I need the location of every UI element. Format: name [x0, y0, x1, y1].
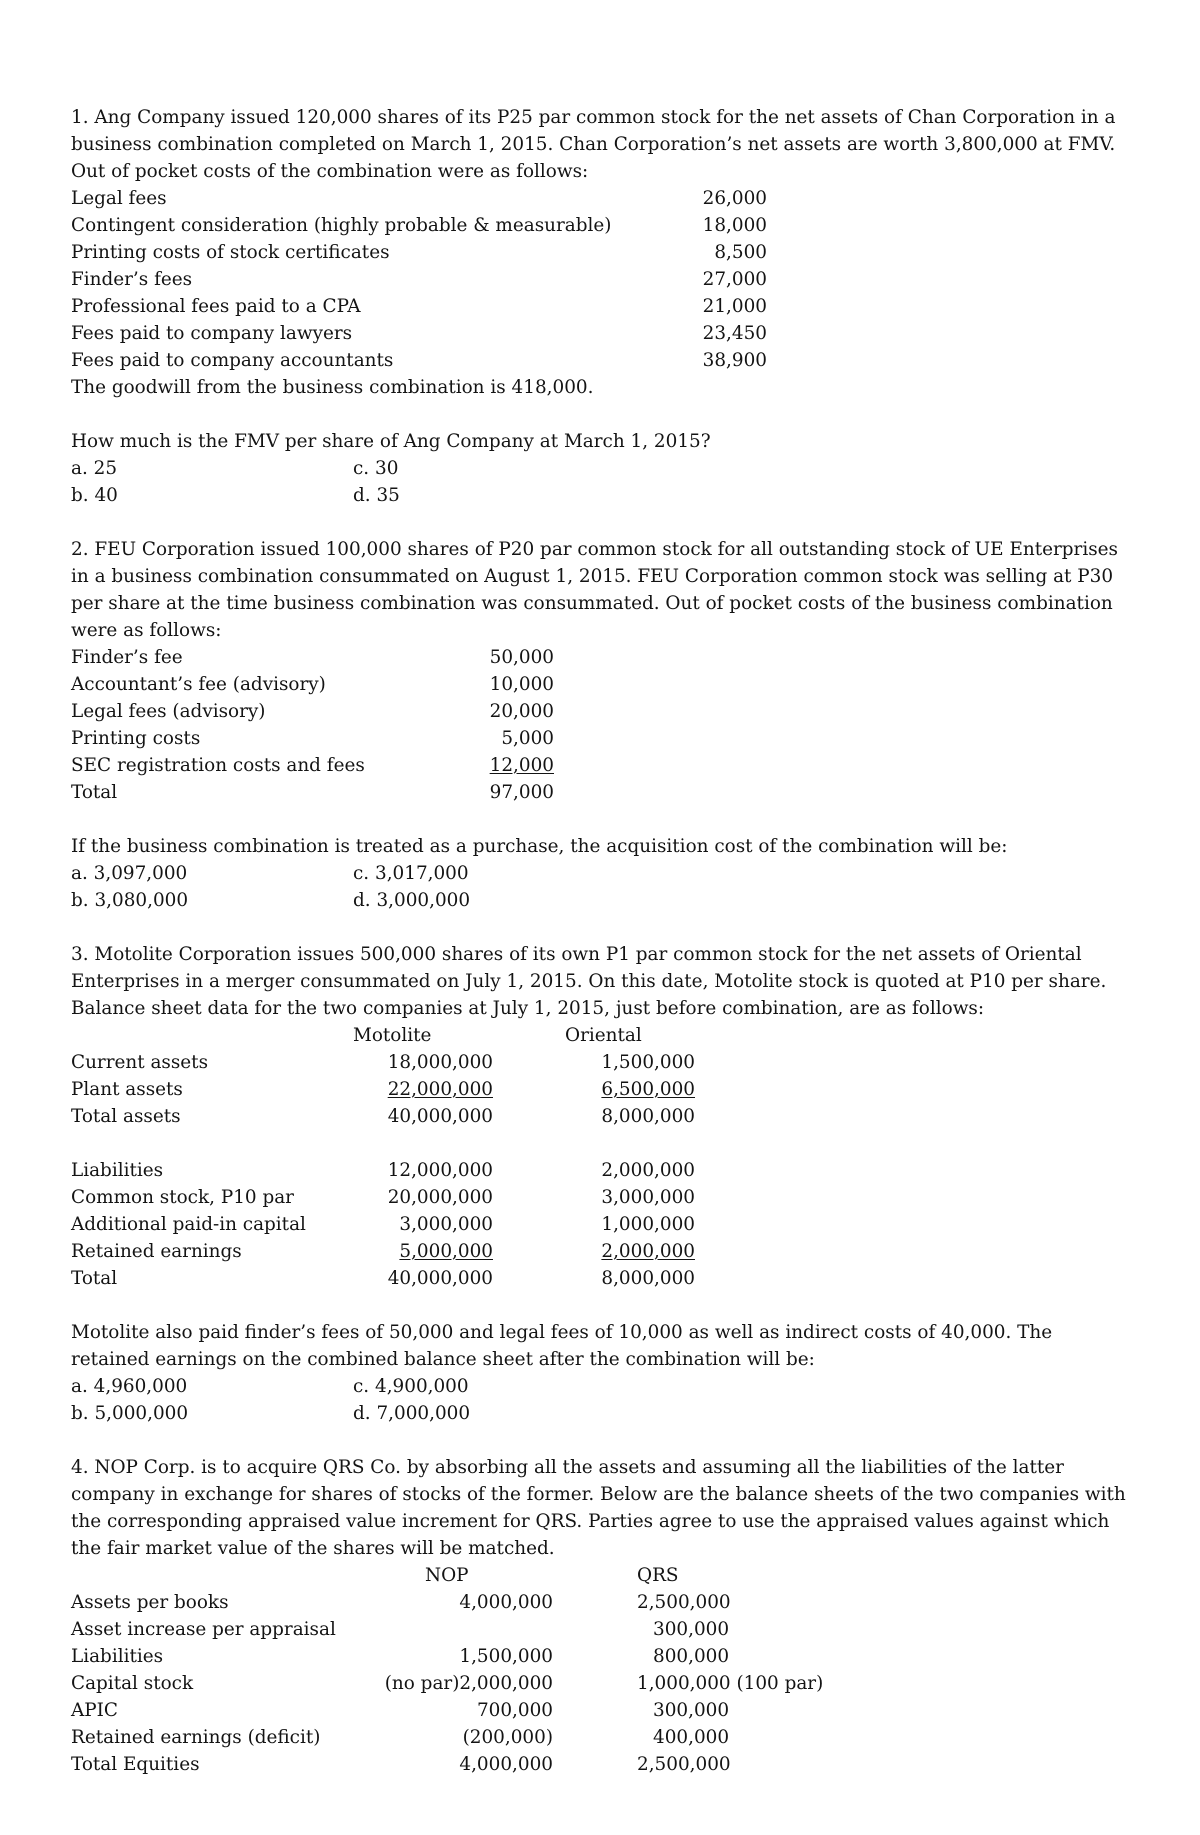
choice-row — [71, 860, 1131, 887]
choice-a: a. 25 — [71, 458, 118, 479]
choice-c: c. 3,017,000 — [353, 863, 469, 884]
q4-intro: 4. NOP Corp. is to acquire QRS Co. by absorbing all the assets and assuming all the liabilities of the latter company in exchange for shares of stocks of the former. Below are the balance sheets of the two companies with the corresponding appraised value increment for QRS. Parties agree to use the appraised values against which the fair market value of the shares will be matched. — [71, 1457, 1126, 1559]
question-3 — [71, 941, 1131, 1427]
choice-b: b. 5,000,000 — [71, 1403, 189, 1424]
table-row: Contingent consideration (highly probable & measurable) 18,000 — [71, 215, 767, 236]
choice-d: d. 35 — [353, 485, 400, 506]
question-2 — [71, 536, 1131, 914]
choice-b: b. 40 — [71, 485, 118, 506]
choice-d: d. 7,000,000 — [353, 1403, 471, 1424]
q2-intro: 2. FEU Corporation issued 100,000 shares of P20 par common stock for all outstanding stock of UE Enterprises in a business combination consummated on August 1, 2015. FEU Corporation common stock was selling at P30 per share at the time business combination was consummated. Out of pocket costs of the business combination were as follows: — [71, 539, 1118, 641]
q3-question: Motolite also paid finder’s fees of 50,000 and legal fees of 10,000 as well as indirect costs of 40,000. The retained earnings on the combined balance sheet after the combination will be: — [71, 1322, 1053, 1370]
choice-c: c. 4,900,000 — [353, 1376, 469, 1397]
table-row: Current assets 18,000,000 1,500,000 — [71, 1052, 695, 1073]
table-row: Professional fees paid to a CPA 21,000 — [71, 296, 767, 317]
choice-row — [71, 455, 1131, 482]
choice-c: c. 30 — [353, 458, 399, 479]
q2-question: If the business combination is treated as a purchase, the acquisition cost of the combination will be: — [71, 836, 1008, 857]
q1-goodwill: The goodwill from the business combination is 418,000. — [71, 377, 594, 398]
table-row: Accountant’s fee (advisory) 10,000 — [71, 674, 554, 695]
table-row: Liabilities 12,000,000 2,000,000 — [71, 1160, 695, 1181]
choice-row — [71, 887, 1131, 914]
question-4 — [71, 1454, 1131, 1778]
choice-row — [71, 1400, 1131, 1427]
q1-question: How much is the FMV per share of Ang Company at March 1, 2015? — [71, 431, 711, 452]
table-header-row: NOP QRS — [425, 1565, 679, 1586]
table-row: SEC registration costs and fees 12,000 — [71, 755, 554, 776]
table-row: APIC 700,000 300,000 — [71, 1700, 730, 1721]
table-row: Fees paid to company accountants 38,900 — [71, 350, 767, 371]
q1-cost-table — [71, 185, 1131, 374]
table-row: Printing costs of stock certificates 8,500 — [71, 242, 767, 263]
table-row: Additional paid-in capital 3,000,000 1,000,000 — [71, 1214, 695, 1235]
table-row: Legal fees 26,000 — [71, 188, 767, 209]
table-row: Fees paid to company lawyers 23,450 — [71, 323, 767, 344]
table-row: Asset increase per appraisal 300,000 — [71, 1619, 730, 1640]
table-row: Finder’s fees 27,000 — [71, 269, 767, 290]
choice-row — [71, 482, 1131, 509]
choice-row — [71, 1373, 1131, 1400]
q3-intro: 3. Motolite Corporation issues 500,000 shares of its own P1 par common stock for the net assets of Oriental Enterprises in a merger consummated on July 1, 2015. On this date, Motolite stock is quoted at P10 per share. Balance sheet data for the two companies at July 1, 2015, just before combination, are as follows: — [71, 944, 1107, 1019]
table-row: Retained earnings (deficit) (200,000) 400,000 — [71, 1727, 730, 1748]
q3-balance-table — [71, 1022, 1131, 1292]
q2-cost-table — [71, 644, 1131, 806]
table-row: Capital stock (no par)2,000,000 1,000,000 (100 par) — [71, 1673, 824, 1694]
table-row: Legal fees (advisory) 20,000 — [71, 701, 554, 722]
question-1 — [71, 104, 1131, 509]
document-page — [71, 104, 1131, 1778]
q1-intro: 1. Ang Company issued 120,000 shares of its P25 par common stock for the net assets of Chan Corporation in a business combination completed on March 1, 2015. Chan Corporation’s net assets are worth 3,800,000 at FMV. Out of pocket costs of the combination were as follows: — [71, 107, 1116, 182]
table-row: Total 97,000 — [71, 782, 554, 803]
q4-balance-table — [71, 1562, 1131, 1778]
table-row: Total Equities 4,000,000 2,500,000 — [71, 1754, 731, 1775]
table-row: Total 40,000,000 8,000,000 — [71, 1268, 695, 1289]
table-row: Retained earnings 5,000,000 2,000,000 — [71, 1241, 695, 1262]
choice-a: a. 3,097,000 — [71, 863, 188, 884]
table-row: Liabilities 1,500,000 800,000 — [71, 1646, 730, 1667]
table-header-row: Motolite Oriental — [353, 1025, 642, 1046]
table-row: Printing costs 5,000 — [71, 728, 554, 749]
table-row: Finder’s fee 50,000 — [71, 647, 554, 668]
table-row: Plant assets 22,000,000 6,500,000 — [71, 1079, 695, 1100]
table-row: Assets per books 4,000,000 2,500,000 — [71, 1592, 731, 1613]
table-row: Total assets 40,000,000 8,000,000 — [71, 1106, 695, 1127]
table-row: Common stock, P10 par 20,000,000 3,000,000 — [71, 1187, 695, 1208]
choice-a: a. 4,960,000 — [71, 1376, 188, 1397]
choice-b: b. 3,080,000 — [71, 890, 189, 911]
choice-d: d. 3,000,000 — [353, 890, 471, 911]
